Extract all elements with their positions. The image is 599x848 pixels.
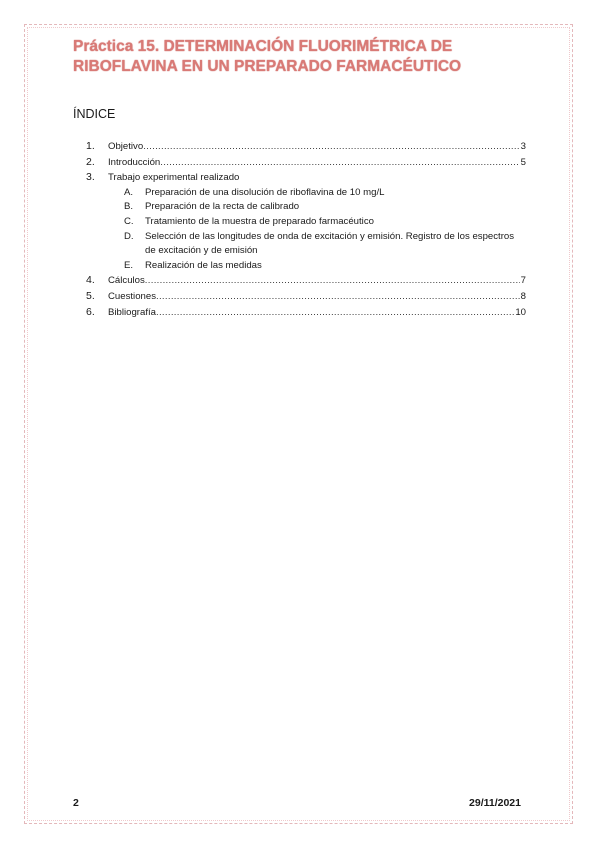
toc-subitem-label: Preparación de una disolución de riboflavina de 10 mg/L: [145, 186, 385, 198]
toc-item-label: Objetivo: [108, 141, 144, 152]
toc-item-introduccion[interactable]: [86, 155, 526, 171]
toc-item-label: Introducción: [108, 156, 161, 168]
toc-item-label: Trabajo experimental realizado: [108, 172, 240, 184]
toc-item-cuestiones[interactable]: [86, 289, 526, 305]
toc-item-label: Bibliografía: [108, 306, 156, 318]
document-title: [73, 37, 543, 77]
toc-subitem-b[interactable]: [124, 200, 526, 215]
index-heading: ÍNDICE: [73, 107, 116, 121]
toc-item-page: 5: [520, 156, 526, 168]
toc-subitem-letter: C.: [124, 215, 134, 227]
toc-subitem-letter: A.: [124, 186, 134, 198]
toc-item-number: 3.: [86, 171, 95, 184]
table-of-contents: [86, 139, 526, 320]
toc-item-label: Cálculos: [108, 275, 145, 287]
toc-subitem-label: Tratamiento de la muestra de preparado farmacéutico: [145, 215, 374, 227]
toc-item-number: 5.: [86, 289, 95, 302]
toc-subitem-label: Selección de las longitudes de onda de excitación y emisión. Registro de los espectros de excitación y de emisión: [145, 230, 515, 257]
footer-page-number: 2: [73, 797, 79, 809]
toc-item-number: 1.: [86, 140, 95, 152]
toc-subitem-letter: B.: [124, 201, 134, 213]
toc-leader-dots: [160, 156, 519, 171]
toc-subitem-c[interactable]: [124, 215, 526, 230]
toc-item-calculos[interactable]: [86, 273, 526, 289]
toc-subitem-e[interactable]: [124, 259, 526, 274]
toc-item-number: 2.: [86, 155, 95, 168]
toc-item-trabajo-experimental[interactable]: [86, 170, 526, 273]
toc-subitem-a[interactable]: [124, 186, 526, 201]
toc-subitem-label: Preparación de la recta de calibrado: [145, 201, 300, 213]
toc-item-objetivo[interactable]: [86, 139, 526, 155]
toc-subitem-letter: E.: [124, 259, 134, 271]
toc-leader-dots: [143, 140, 519, 155]
toc-item-page: 10: [515, 306, 526, 318]
title-line-2: RIBOFLAVINA EN UN PREPARADO FARMACÉUTICO: [73, 58, 462, 75]
footer-date: 29/11/2021: [469, 797, 521, 809]
toc-item-bibliografia[interactable]: [86, 305, 526, 321]
toc-leader-dots: [145, 274, 520, 289]
toc-subitem-letter: D.: [124, 230, 134, 242]
toc-subitem-label: Realización de las medidas: [145, 259, 262, 271]
toc-leader-dots: [156, 306, 514, 321]
toc-item-page: 7: [520, 275, 526, 287]
toc-item-label: Cuestiones: [108, 290, 156, 302]
toc-sublist: [86, 186, 526, 274]
toc-item-number: 6.: [86, 305, 95, 318]
toc-leader-dots: [156, 290, 520, 305]
toc-subitem-d[interactable]: [124, 230, 526, 259]
toc-item-page: 3: [520, 141, 526, 152]
toc-item-page: 8: [520, 290, 526, 302]
toc-item-number: 4.: [86, 274, 95, 287]
title-line-1: Práctica 15. DETERMINACIÓN FLUORIMÉTRICA DE: [73, 38, 453, 55]
